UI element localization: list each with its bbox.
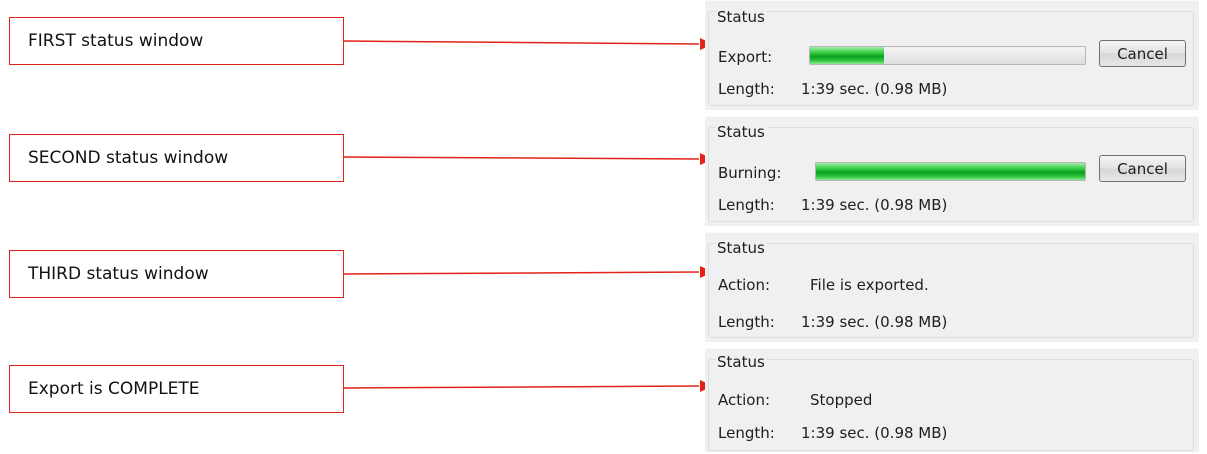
export-progress-bar (809, 46, 1086, 65)
arrow-right-icon (344, 378, 714, 398)
length-label: Length: (718, 313, 775, 331)
callout-export-complete (9, 365, 344, 413)
status-groupbox (708, 359, 1194, 451)
arrow-right-icon (344, 31, 714, 51)
burning-progress-fill (816, 163, 1085, 180)
status-panel-complete (705, 348, 1199, 452)
callout-label: FIRST status window (28, 31, 204, 51)
length-value: 1:39 sec. (0.98 MB) (801, 196, 948, 214)
length-value: 1:39 sec. (0.98 MB) (801, 80, 948, 98)
callout-label: THIRD status window (28, 264, 209, 284)
length-value: 1:39 sec. (0.98 MB) (801, 424, 948, 442)
callout-first-status (9, 17, 344, 65)
status-panel-burning (705, 116, 1199, 226)
status-group-title: Status (717, 123, 765, 141)
action-value: File is exported. (810, 276, 929, 294)
callout-label: Export is COMPLETE (28, 379, 200, 399)
callout-third-status (9, 250, 344, 298)
callout-second-status (9, 134, 344, 182)
action-label: Action: (718, 391, 771, 409)
length-label: Length: (718, 80, 775, 98)
arrow-right-icon (344, 147, 714, 167)
length-value: 1:39 sec. (0.98 MB) (801, 313, 948, 331)
length-label: Length: (718, 424, 775, 442)
export-progress-fill (810, 47, 884, 64)
action-label: Action: (718, 276, 771, 294)
callout-label: SECOND status window (28, 148, 229, 168)
burning-label: Burning: (718, 164, 782, 182)
export-label: Export: (718, 48, 773, 66)
status-group-title: Status (717, 8, 765, 26)
status-groupbox (708, 243, 1194, 338)
status-group-title: Status (717, 239, 765, 257)
status-group-title: Status (717, 353, 765, 371)
cancel-button[interactable]: Cancel (1099, 155, 1186, 182)
length-label: Length: (718, 196, 775, 214)
arrow-right-icon (344, 263, 714, 283)
cancel-button[interactable]: Cancel (1099, 40, 1186, 67)
status-panel-export (705, 0, 1199, 110)
burning-progress-bar (815, 162, 1086, 181)
status-panel-exported (705, 232, 1199, 342)
action-value: Stopped (810, 391, 873, 409)
